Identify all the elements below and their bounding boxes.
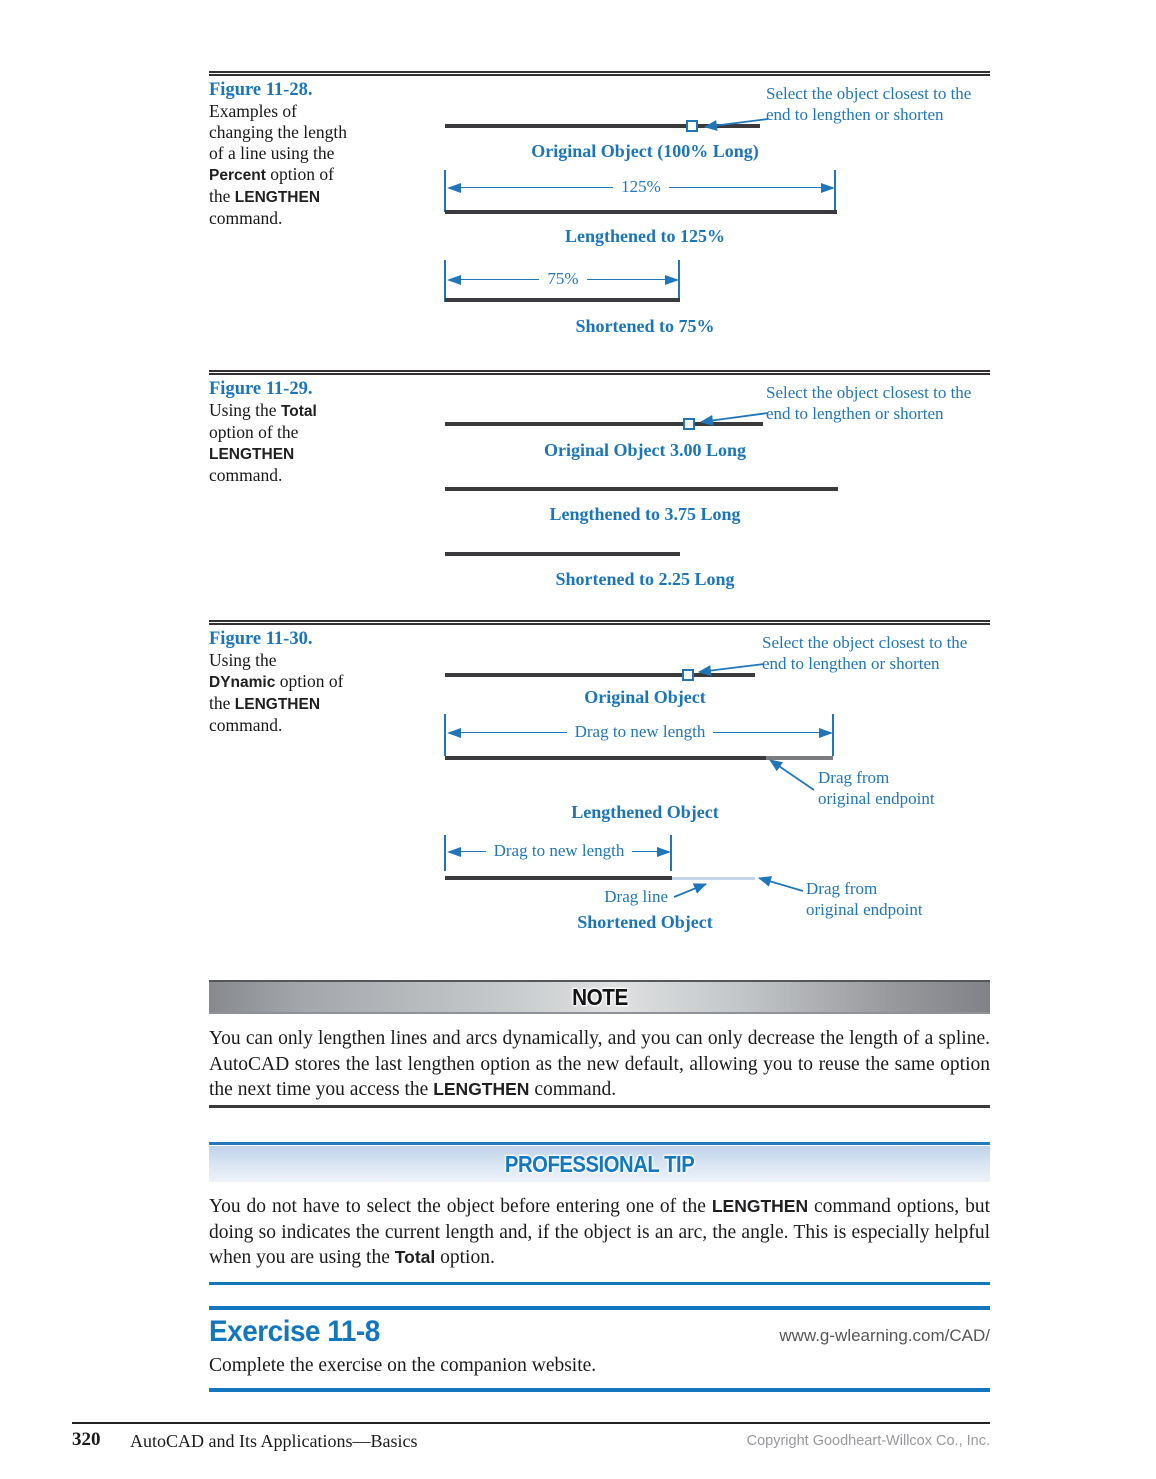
figure-30-heading: Figure 11-30. (209, 629, 313, 649)
exercise-body: Complete the exercise on the companion website. (209, 1355, 597, 1376)
bold-command-term: LENGTHEN (433, 1079, 530, 1099)
tip-top-rule (209, 1142, 990, 1145)
fig28-dimension-75 (447, 271, 679, 288)
figure-29-heading: Figure 11-29. (209, 379, 313, 399)
caption-bold-term: LENGTHEN (234, 189, 321, 206)
extension-line (444, 260, 446, 302)
caption-text: option of the (209, 671, 344, 713)
fig30-drag-from-arrow-1 (762, 752, 820, 796)
caption-text: Examples of changing the length of a line using the (209, 101, 348, 163)
caption-text: Using the (209, 400, 281, 420)
tip-header-bar (209, 1146, 990, 1182)
note-header-bar (209, 980, 990, 1014)
fig28-dim-125-label: 125% (613, 177, 669, 196)
fig30-shortened-line (445, 876, 672, 880)
caption-text: option of the (209, 164, 334, 206)
figure-28-caption (209, 79, 359, 229)
footer-book-title: AutoCAD and Its Applications—Basics (130, 1431, 418, 1451)
caption-bold-term: LENGTHEN (209, 446, 295, 463)
exercise-bottom-rule (209, 1388, 990, 1392)
bold-command-term: LENGTHEN (711, 1196, 809, 1216)
fig29-shortened-line (445, 552, 680, 556)
figure-30-caption (209, 628, 347, 736)
fig29-select-callout: Select the object closest to the end to lengthen or shorten (766, 383, 972, 423)
caption-text: command. (209, 465, 283, 485)
fig30-shortened-label: Shortened Object (577, 912, 713, 932)
fig28-shortened-label: Shortened to 75% (575, 316, 715, 336)
fig30-select-callout: Select the object closest to the end to lengthen or shorten (762, 633, 968, 673)
extension-line (444, 170, 446, 212)
note-paragraph: You can only lengthen lines and arcs dynamically, and you can only decrease the length of a spline. AutoCAD stores the last lengthen option as the new default, allowing you to reuse the same option the next time you access the LENGTHEN command. (209, 1028, 990, 1100)
fig30-drag-dimension (447, 724, 833, 741)
fig28-shortened-line (445, 298, 680, 302)
fig30-lengthened-line (445, 756, 766, 760)
fig28-callout-arrow (696, 112, 772, 134)
extension-line (444, 714, 446, 756)
fig28-select-callout: Select the object closest to the end to lengthen or shorten (766, 84, 972, 124)
figure-28-heading: Figure 11-28. (209, 80, 313, 100)
fig29-shortened-label: Shortened to 2.25 Long (555, 569, 735, 589)
fig30-lengthened-label: Lengthened Object (571, 802, 719, 822)
footer-copyright: Copyright Goodheart-Willcox Co., Inc. (746, 1433, 990, 1449)
caption-text: command. (209, 208, 283, 228)
figure-29-caption (209, 378, 341, 486)
caption-text: option of the (209, 422, 299, 442)
caption-text: Using the (209, 650, 277, 670)
fig29-original-label: Original Object 3.00 Long (544, 440, 746, 460)
fig30-drag-dim-label: Drag to new length (567, 722, 714, 741)
fig28-dim-75-label: 75% (539, 269, 586, 288)
exercise-top-rule (209, 1306, 990, 1310)
caption-bold-term: Percent (209, 167, 266, 184)
note-header: NOTE (571, 984, 628, 1010)
fig30-drag-dim-label-2: Drag to new length (486, 841, 633, 860)
footer-rule (72, 1422, 990, 1424)
footer-page-number: 320 (72, 1429, 101, 1450)
fig30-drag-line-label: Drag line (604, 887, 668, 906)
extension-line (444, 835, 446, 871)
tip-paragraph: You do not have to select the object before entering one of the LENGTHEN command options, but doing so indicates the current length and, if the object is an arc, the angle. This is especially helpful when you are using the Total option. (209, 1196, 990, 1268)
fig30-original-label: Original Object (584, 687, 706, 707)
fig30-drag-from-callout-1: Drag from original endpoint (818, 768, 935, 808)
fig30-drag-line-arrow (668, 876, 714, 902)
fig30-drag-dimension-2 (447, 843, 671, 860)
figure-30-top-rule (209, 620, 990, 625)
fig30-callout-arrow (690, 658, 768, 678)
fig29-callout-arrow (692, 406, 772, 428)
fig28-original-label: Original Object (100% Long) (531, 141, 759, 161)
caption-bold-term: Total (280, 403, 317, 420)
exercise-title: Exercise 11-8 (209, 1315, 380, 1348)
tip-header: PROFESSIONAL TIP (504, 1151, 695, 1177)
caption-text: command. (209, 715, 283, 735)
figure-28-top-rule (209, 71, 990, 76)
figure-29-top-rule (209, 370, 990, 375)
fig30-drag-from-callout-2: Drag from original endpoint (806, 879, 923, 919)
fig28-lengthened-label: Lengthened to 125% (564, 226, 725, 246)
caption-bold-term: DYnamic (209, 674, 276, 691)
fig28-lengthened-line (445, 210, 837, 214)
fig30-drag-from-arrow-2 (751, 870, 809, 898)
note-bottom-rule (209, 1105, 990, 1108)
caption-bold-term: LENGTHEN (234, 696, 321, 713)
bold-command-term: Total (394, 1247, 436, 1267)
fig28-dimension-125 (447, 179, 835, 196)
tip-bottom-rule (209, 1282, 990, 1285)
fig29-lengthened-line (445, 487, 838, 491)
exercise-url: www.g-wlearning.com/CAD/ (779, 1326, 990, 1345)
fig29-lengthened-label: Lengthened to 3.75 Long (549, 504, 741, 524)
